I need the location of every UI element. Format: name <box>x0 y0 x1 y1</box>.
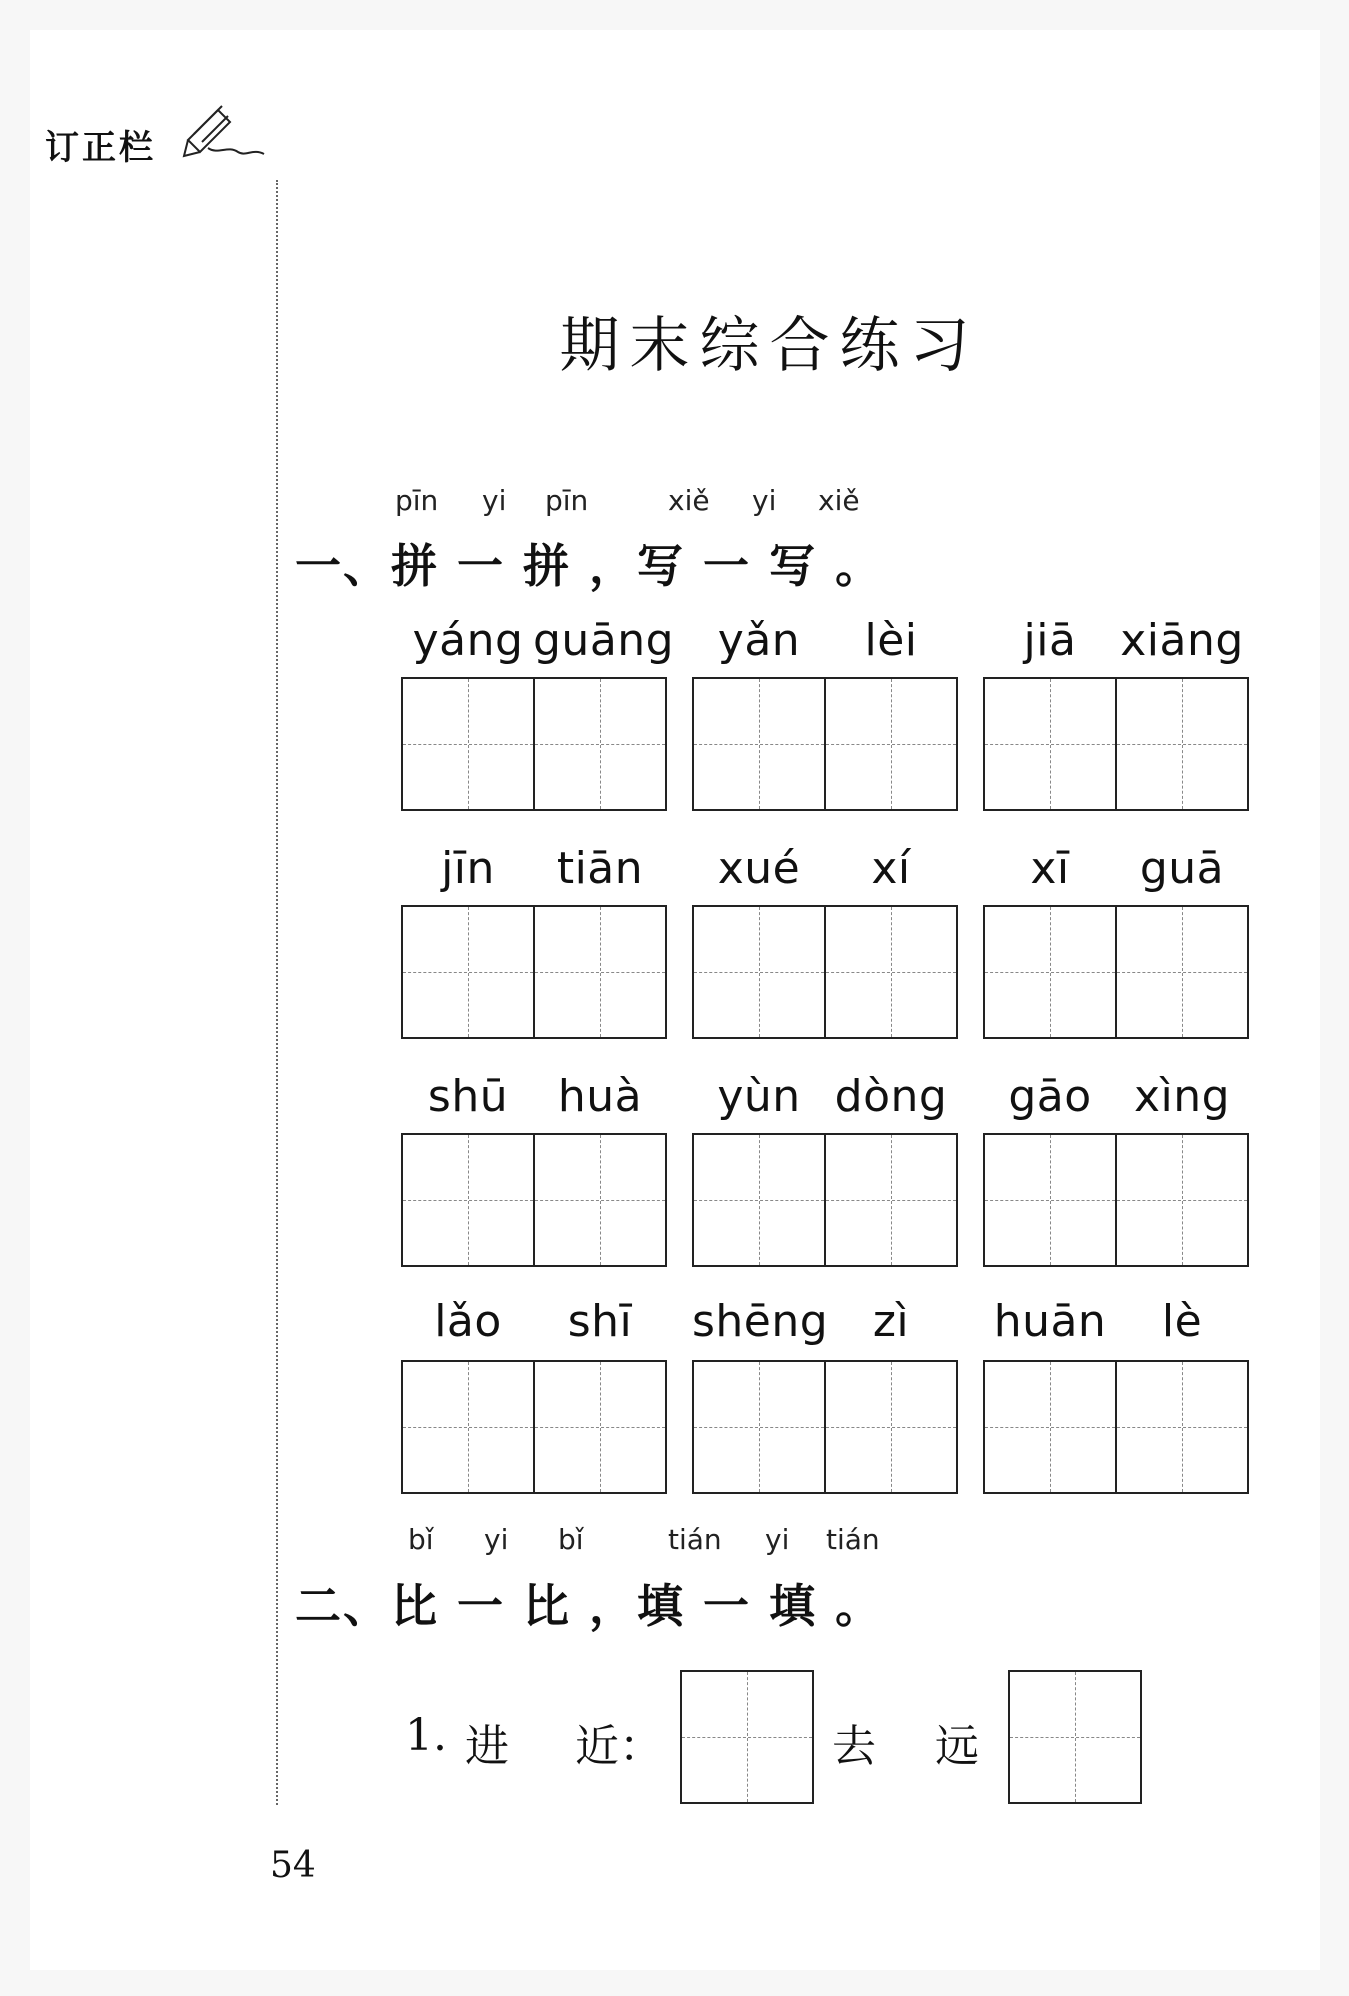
pinyin-syllable: huān <box>993 1296 1107 1347</box>
writing-box[interactable] <box>983 905 1117 1039</box>
pinyin-syllable: xiāng <box>1120 615 1244 666</box>
writing-box[interactable] <box>401 1360 535 1494</box>
compare-char: 远 <box>935 1721 979 1772</box>
writing-box[interactable] <box>1115 1360 1249 1494</box>
compare-char: 进 <box>465 1721 509 1772</box>
pinyin-syllable: xìng <box>1133 1071 1231 1122</box>
writing-box[interactable] <box>692 1133 826 1267</box>
pinyin-syllable: shū <box>427 1071 509 1122</box>
writing-box[interactable] <box>824 1133 958 1267</box>
writing-box[interactable] <box>692 905 826 1039</box>
pinyin-syllable: jīn <box>441 843 495 894</box>
item-number: 1. <box>405 1710 447 1761</box>
pinyin-syllable: xué <box>717 843 801 894</box>
pinyin-syllable: yùn <box>717 1071 801 1122</box>
pinyin-annotation: yi <box>482 484 507 517</box>
pinyin-syllable: guāng <box>533 615 675 666</box>
margin-divider <box>276 180 278 1805</box>
pinyin-syllable: jiā <box>1023 615 1077 666</box>
writing-box[interactable] <box>983 677 1117 811</box>
pinyin-annotation: yi <box>752 484 777 517</box>
pinyin-syllable: tiān <box>556 843 644 894</box>
section2-heading: 二、比 一 比 ，填 一 填 。 <box>295 1579 884 1633</box>
pinyin-annotation: tián <box>826 1523 880 1556</box>
section1-heading: 一、拼 一 拼 ，写 一 写 。 <box>295 539 884 593</box>
pinyin-syllable: shēng <box>692 1296 829 1347</box>
pinyin-syllable: yáng <box>412 615 524 666</box>
pinyin-annotation: pīn <box>545 484 589 517</box>
writing-box[interactable] <box>533 1360 667 1494</box>
pencil-icon <box>178 100 268 160</box>
pinyin-annotation: xiě <box>668 484 710 517</box>
pinyin-syllable: shī <box>567 1296 633 1347</box>
compare-char: 近： <box>575 1721 663 1772</box>
pinyin-syllable: yǎn <box>717 615 801 666</box>
writing-box[interactable] <box>983 1133 1117 1267</box>
pinyin-annotation: yi <box>484 1523 509 1556</box>
pinyin-syllable: lè <box>1161 1296 1203 1347</box>
pinyin-syllable: guā <box>1139 843 1225 894</box>
writing-box[interactable] <box>692 1360 826 1494</box>
pinyin-syllable: zì <box>872 1296 910 1347</box>
writing-box[interactable] <box>401 1133 535 1267</box>
pinyin-syllable: lǎo <box>434 1296 502 1347</box>
pinyin-syllable: huà <box>557 1071 643 1122</box>
pinyin-syllable: xī <box>1030 843 1070 894</box>
writing-box[interactable] <box>824 1360 958 1494</box>
compare-char: 去 <box>832 1721 876 1772</box>
writing-box[interactable] <box>1115 905 1249 1039</box>
page-title: 期末综合练习 <box>559 311 980 381</box>
writing-box[interactable] <box>1008 1670 1142 1804</box>
writing-box[interactable] <box>401 905 535 1039</box>
pinyin-annotation: xiě <box>818 484 860 517</box>
pinyin-syllable: lèi <box>864 615 918 666</box>
pinyin-syllable: xí <box>871 843 911 894</box>
pinyin-annotation: bǐ <box>408 1523 434 1556</box>
writing-box[interactable] <box>824 905 958 1039</box>
writing-box[interactable] <box>533 1133 667 1267</box>
writing-box[interactable] <box>401 677 535 811</box>
writing-box[interactable] <box>983 1360 1117 1494</box>
page-number: 54 <box>270 1845 316 1886</box>
pinyin-syllable: gāo <box>1008 1071 1092 1122</box>
pinyin-syllable: dòng <box>834 1071 948 1122</box>
pinyin-annotation: yi <box>765 1523 790 1556</box>
writing-box[interactable] <box>1115 1133 1249 1267</box>
writing-box[interactable] <box>680 1670 814 1804</box>
writing-box[interactable] <box>533 677 667 811</box>
writing-box[interactable] <box>1115 677 1249 811</box>
pinyin-annotation: pīn <box>395 484 439 517</box>
correction-column-label: 订正栏 <box>45 128 156 168</box>
writing-box[interactable] <box>692 677 826 811</box>
writing-box[interactable] <box>533 905 667 1039</box>
writing-box[interactable] <box>824 677 958 811</box>
pinyin-annotation: tián <box>668 1523 722 1556</box>
pinyin-annotation: bǐ <box>558 1523 584 1556</box>
